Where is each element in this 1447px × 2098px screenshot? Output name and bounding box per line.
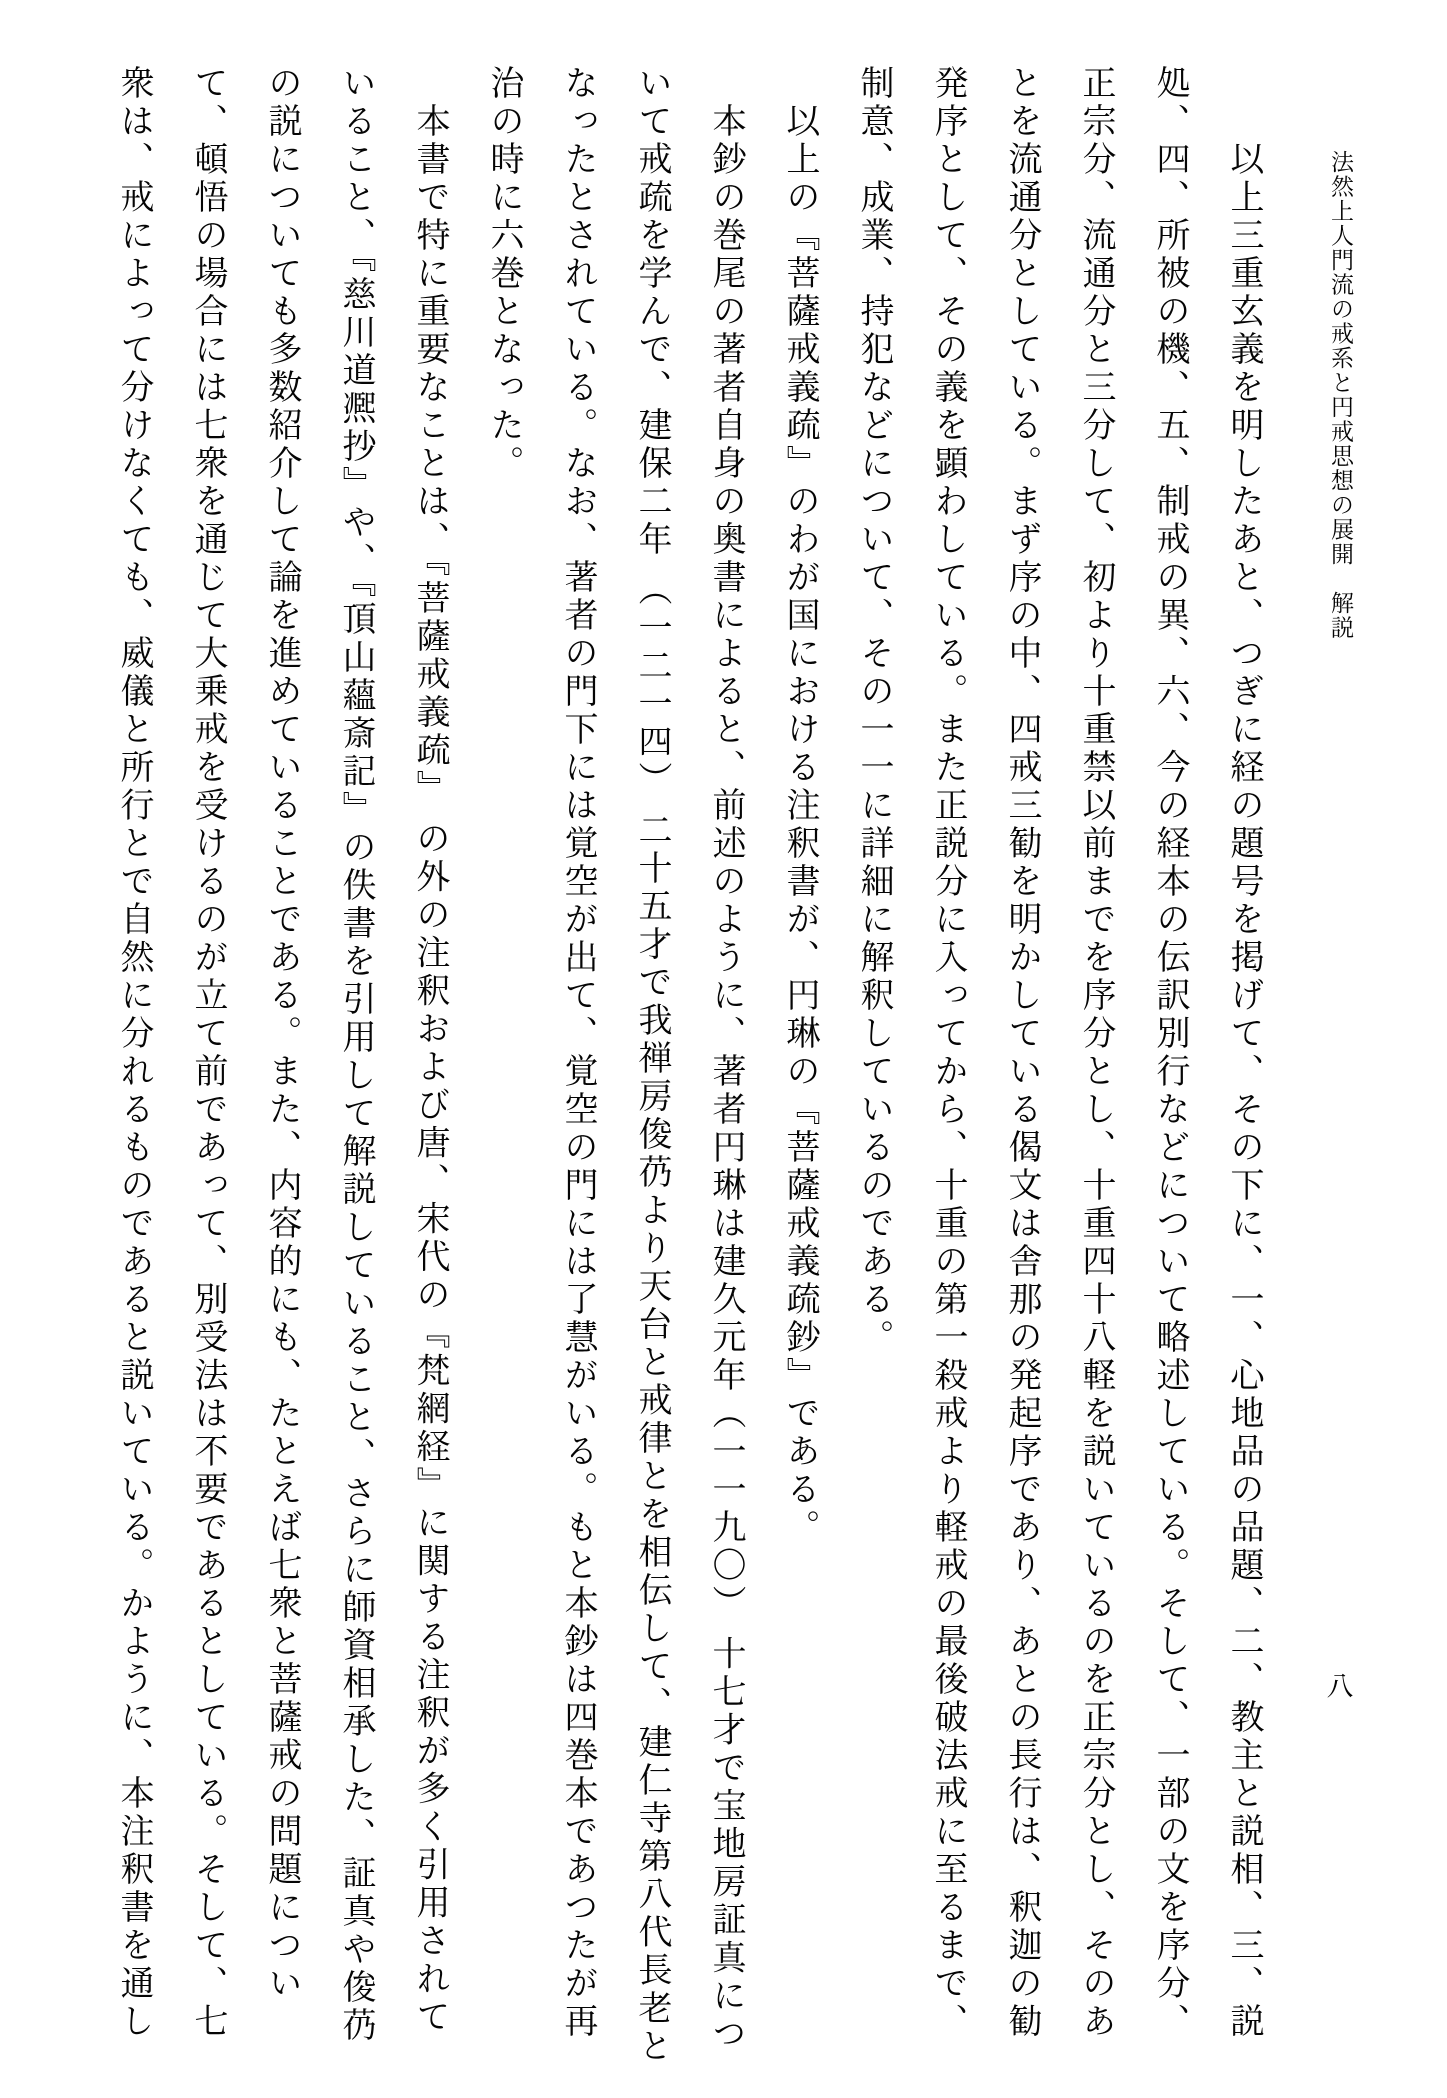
text-column-16: 衆は、戒によって分けなくても、威儀と所行とで自然に分れるものであると説いている。かように、本注釈書を通し [115, 65, 152, 2041]
text-column-2: 処、四、所被の機、五、制戒の異、六、今の経本の伝訳別行などについて略述している。そして、一部の文を序分、 [1151, 65, 1188, 2041]
text-column-13: いること、『慈川道凞抄』や、『頂山蘊斎記』の佚書を引用して解説していること、さらに師資相承した、証真や俊芿 [337, 65, 374, 2045]
text-column-9: いて戒疏を学んで、建保二年 （一二一四） 二十五才で我禅房俊芿より天台と戒律とを相伝して、建仁寺第八代長老と [633, 65, 670, 2066]
text-column-8: 本鈔の巻尾の著者自身の奥書によると、前述のように、著者円琳は建久元年（一一九〇） 十七才で宝地房証真につ [707, 103, 744, 2054]
text-column-12: 本書で特に重要なことは、『菩薩戒義疏』 の外の注釈および唐、宋代の『梵網経』に関する注釈が多く引用されて [411, 103, 448, 2037]
text-column-3: 正宗分、流通分と三分して、初より十重禁以前までを序分とし、十重四十八軽を説いているのを正宗分とし、そのあ [1077, 65, 1114, 2041]
page-number: 八 [1326, 1672, 1354, 1702]
text-column-4: とを流通分としている。まず序の中、四戒三勧を明かしている偈文は舎那の発起序であり、あとの長行は、釈迦の勧 [1003, 65, 1040, 2041]
text-column-7: 以上の『菩薩戒義疏』のわが国における注釈書が、円琳の『菩薩戒義疏鈔』である。 [781, 103, 818, 1547]
text-column-14: の説についても多数紹介して論を進めていることである。また、内容的にも、たとえば七衆と菩薩戒の問題につい [263, 65, 300, 2003]
text-column-15: て、頓悟の場合には七衆を通じて大乗戒を受けるのが立て前であって、別受法は不要であるとしている。そして、七 [189, 65, 226, 2041]
running-head-title: 法然上人門流の戒系と円戒思想の展開 解説 [1328, 150, 1353, 640]
text-column-6: 制意、成業、持犯などについて、その一一に詳細に解釈しているのである。 [855, 65, 892, 1357]
text-column-11: 治の時に六巻となった。 [485, 65, 522, 483]
text-column-1: 以上三重玄義を明したあと、つぎに経の題号を掲げて、その下に、一、心地品の品題、二、教主と説相、三、説 [1225, 141, 1262, 2041]
text-column-5: 発序として、その義を顕わしている。また正説分に入ってから、十重の第一殺戒より軽戒の最後破法戒に至るまで、 [929, 65, 966, 2041]
text-column-10: なったとされている。なお、著者の門下には覚空が出て、覚空の門には了慧がいる。もと本鈔は四巻本であつたが再 [559, 65, 596, 2041]
